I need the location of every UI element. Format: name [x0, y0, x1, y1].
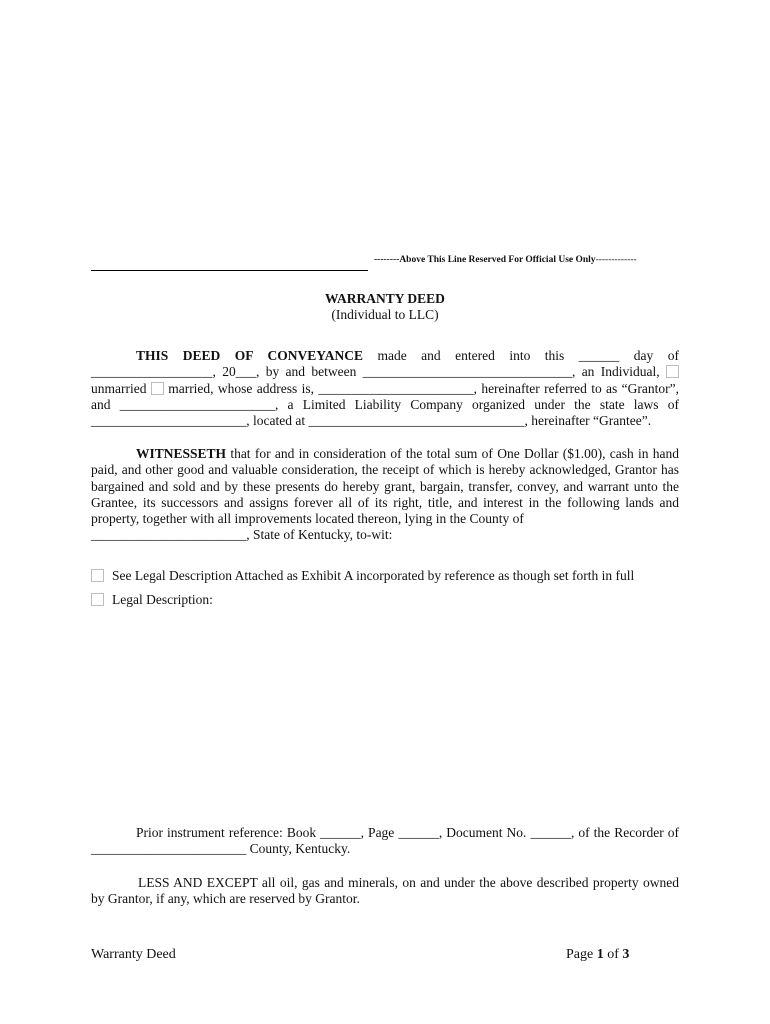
less-except-line-1: [91, 875, 679, 891]
footer-page-number: [566, 947, 629, 963]
conveyance-line-1: [91, 348, 679, 364]
official-dashes-left: --------: [374, 255, 400, 265]
witnesseth-body: that for and in consideration of the total sum of One Dollar ($1.00), cash in hand paid, and other good and valuable consideration, the receipt of which is hereby acknowledged, Grantor has bargained and sold and by these presents do hereby grant, bargain, transfer, convey, and warrant unto the Grantee, its successors and assigns forever all of its right, title, and interest in the following lands and property, together with all improvements located thereon, lying in the County of: [91, 446, 679, 527]
document-subtitle: (Individual to LLC): [331, 307, 439, 322]
witnesseth-lead: WITNESSETH: [136, 446, 227, 461]
footer-document-name: Warranty Deed: [91, 947, 176, 962]
conveyance-line-5: _______________________, located at ________________________________, hereinafter “Grantee”.: [91, 413, 652, 429]
legal-description-label: Legal Description:: [112, 592, 213, 607]
less-except-line-1-text: LESS AND EXCEPT all oil, gas and minerals, on and under the above described property owned: [138, 875, 679, 890]
legal-description-option: [91, 592, 213, 608]
official-dashes-right: -------------: [595, 255, 637, 265]
witnesseth-last-line: _______________________, State of Kentucky, to-wit:: [91, 527, 393, 543]
less-except-paragraph: [91, 875, 679, 908]
conveyance-paragraph: [91, 348, 679, 429]
married-checkbox[interactable]: [151, 382, 164, 395]
page-label: Page: [566, 947, 597, 962]
official-use-text: Above This Line Reserved For Official Use Only: [399, 255, 596, 265]
official-use-rule: [91, 270, 368, 271]
conveyance-line-2-text: __________________, 20___, by and between _______________________________, an Individual,: [91, 364, 660, 380]
conveyance-line-4: and _______________________, a Limited Liability Company organized under the state laws of: [91, 396, 679, 412]
page-total: 3: [622, 947, 630, 962]
exhibit-option: [91, 568, 634, 584]
conveyance-line-3-text: married, whose address is, _______________________, hereinafter referred to as “Grantor”,: [163, 380, 679, 396]
conveyance-line-2: [91, 364, 679, 380]
individual-checkbox[interactable]: [666, 365, 679, 378]
prior-instrument-paragraph: [91, 825, 679, 858]
legal-description-checkbox[interactable]: [91, 593, 104, 606]
official-use-notice: [374, 255, 637, 265]
exhibit-checkbox[interactable]: [91, 569, 104, 582]
page-of: of: [603, 947, 623, 962]
exhibit-label: See Legal Description Attached as Exhibit A incorporated by reference as though set forth in full: [112, 568, 635, 583]
conveyance-line-3: [91, 381, 679, 397]
document-title: WARRANTY DEED: [325, 291, 445, 306]
page-current: 1: [596, 947, 604, 962]
conveyance-line-1-rest: made and entered into this ______ day of: [362, 348, 679, 363]
less-except-line-2: by Grantor, if any, which are reserved by Grantor.: [91, 891, 360, 907]
prior-line-1-text: Prior instrument reference: Book ______, Page ______, Document No. ______, of the Recorder of: [136, 825, 679, 840]
witnesseth-paragraph: [91, 446, 679, 544]
prior-line-1: [91, 825, 679, 841]
prior-line-2: _______________________ County, Kentucky.: [91, 841, 351, 857]
unmarried-label: unmarried: [91, 380, 147, 396]
conveyance-lead: THIS DEED OF CONVEYANCE: [136, 348, 363, 363]
